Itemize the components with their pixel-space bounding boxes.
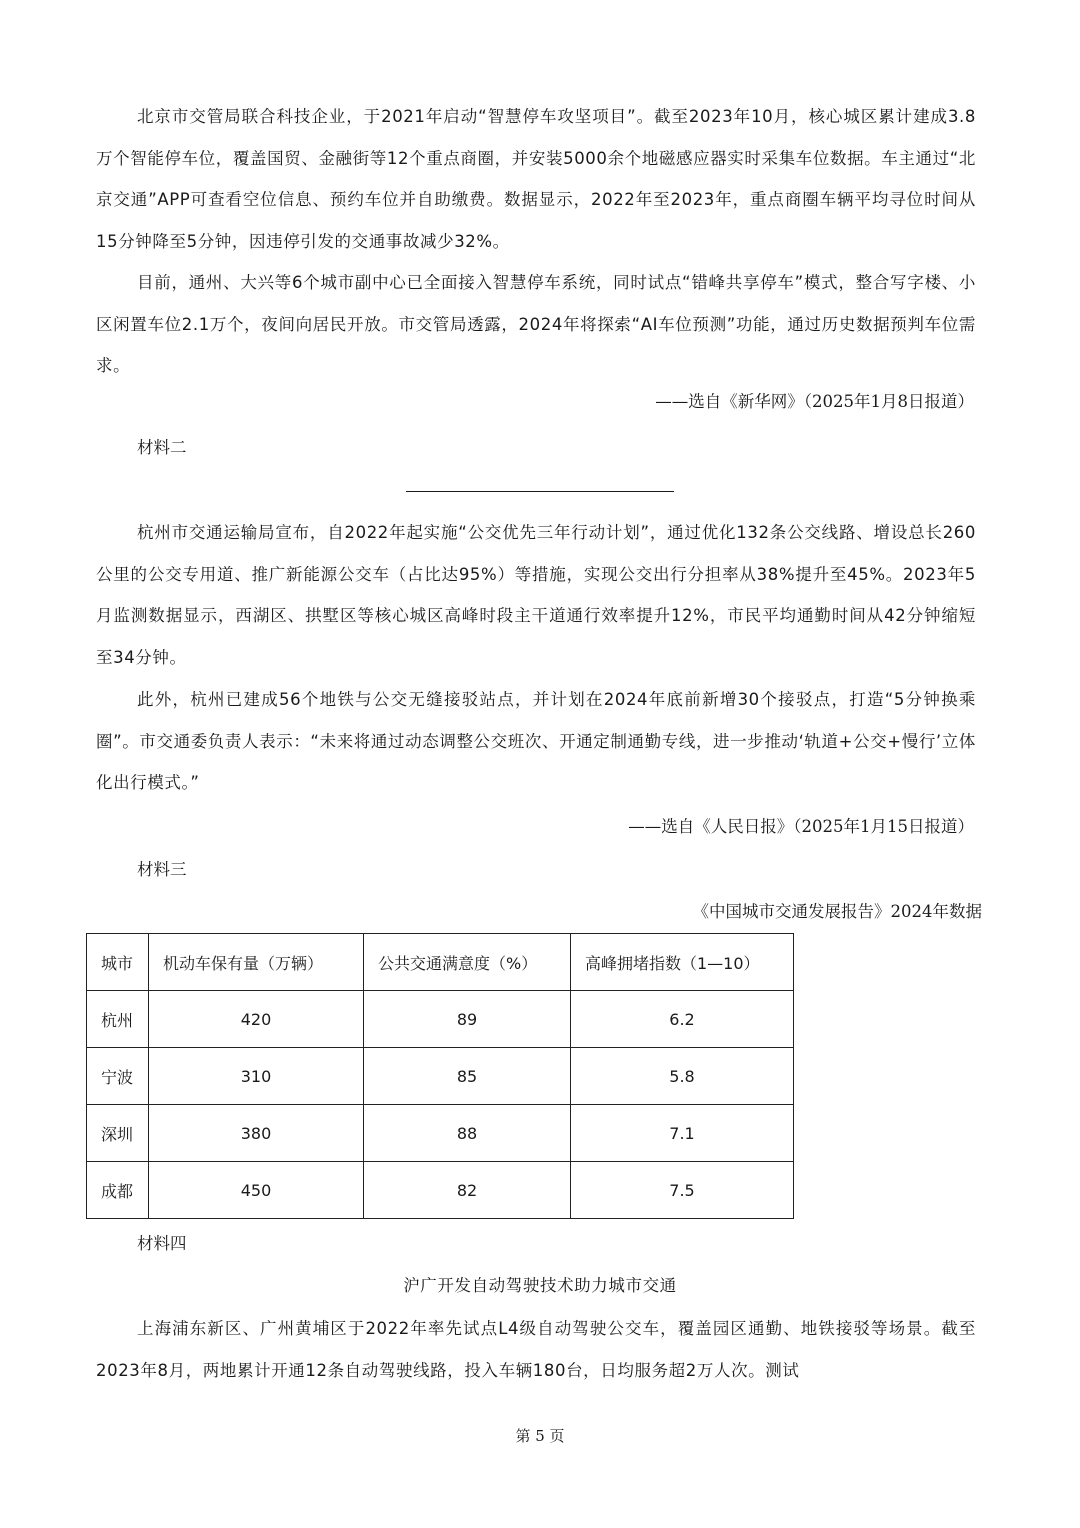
cell-city: 成都 (87, 1162, 149, 1219)
table-row (87, 1048, 794, 1105)
table-header-row (87, 934, 794, 991)
material4-paragraph-1: 上海浦东新区、广州黄埔区于2022年率先试点L4级自动驾驶公交车，覆盖园区通勤、地铁接驳等场景。截至2023年8月，两地累计开通12条自动驾驶线路，投入车辆180台，日均服务超2万人次。测试 (96, 1319, 976, 1380)
header-satisfaction: 公共交通满意度（%） (364, 934, 571, 991)
cell-congestion: 7.1 (571, 1105, 794, 1162)
table-caption: 《中国城市交通发展报告》2024年数据 (692, 902, 982, 921)
cell-satisfaction: 89 (364, 991, 571, 1048)
traffic-data-table (86, 933, 794, 1219)
material2-label: 材料二 (137, 438, 187, 457)
material3-label: 材料三 (137, 860, 187, 879)
fill-in-blank-line (406, 491, 674, 492)
material1-paragraph-2: 目前，通州、大兴等6个城市副中心已全面接入智慧停车系统，同时试点“错峰共享停车”模式，整合写字楼、小区闲置车位2.1万个，夜间向居民开放。市交管局透露，2024年将探索“AI车位预测”功能，通过历史数据预判车位需求。 (96, 273, 976, 375)
material2-paragraph-1: 杭州市交通运输局宣布，自2022年起实施“公交优先三年行动计划”，通过优化132条公交线路、增设总长260公里的公交专用道、推广新能源公交车（占比达95%）等措施，实现公交出行分担率从38%提升至45%。2023年5月监测数据显示，西湖区、拱墅区等核心城区高峰时段主干道通行效率提升12%，市民平均通勤时间从42分钟缩短至34分钟。 (96, 523, 976, 667)
table-row (87, 1162, 794, 1219)
material2-source: ——选自《人民日报》（2025年1月15日报道） (628, 817, 974, 836)
cell-vehicles: 310 (149, 1048, 364, 1105)
cell-city: 宁波 (87, 1048, 149, 1105)
material4-label: 材料四 (137, 1234, 187, 1253)
cell-city: 深圳 (87, 1105, 149, 1162)
cell-vehicles: 380 (149, 1105, 364, 1162)
header-city: 城市 (87, 934, 149, 991)
material1-source: ——选自《新华网》（2025年1月8日报道） (655, 392, 974, 411)
page-number: 第 5 页 (515, 1427, 565, 1445)
cell-city: 杭州 (87, 991, 149, 1048)
table-row (87, 991, 794, 1048)
cell-congestion: 7.5 (571, 1162, 794, 1219)
cell-congestion: 5.8 (571, 1048, 794, 1105)
cell-satisfaction: 82 (364, 1162, 571, 1219)
cell-congestion: 6.2 (571, 991, 794, 1048)
cell-vehicles: 420 (149, 991, 364, 1048)
cell-satisfaction: 85 (364, 1048, 571, 1105)
cell-vehicles: 450 (149, 1162, 364, 1219)
cell-satisfaction: 88 (364, 1105, 571, 1162)
material4-title: 沪广开发自动驾驶技术助力城市交通 (403, 1276, 677, 1295)
table-row (87, 1105, 794, 1162)
material1-paragraph-1: 北京市交管局联合科技企业，于2021年启动“智慧停车攻坚项目”。截至2023年10月，核心城区累计建成3.8万个智能停车位，覆盖国贸、金融街等12个重点商圈，并安装5000余个地磁感应器实时采集车位数据。车主通过“北京交通”APP可查看空位信息、预约车位并自助缴费。数据显示，2022年至2023年，重点商圈车辆平均寻位时间从15分钟降至5分钟，因违停引发的交通事故减少32%。 (96, 107, 976, 251)
header-congestion: 高峰拥堵指数（1—10） (571, 934, 794, 991)
material2-paragraph-2: 此外，杭州已建成56个地铁与公交无缝接驳站点，并计划在2024年底前新增30个接驳点，打造“5分钟换乘圈”。市交通委负责人表示：“未来将通过动态调整公交班次、开通定制通勤专线，进一步推动‘轨道+公交+慢行’立体化出行模式。” (96, 690, 976, 792)
header-vehicles: 机动车保有量（万辆） (149, 934, 364, 991)
